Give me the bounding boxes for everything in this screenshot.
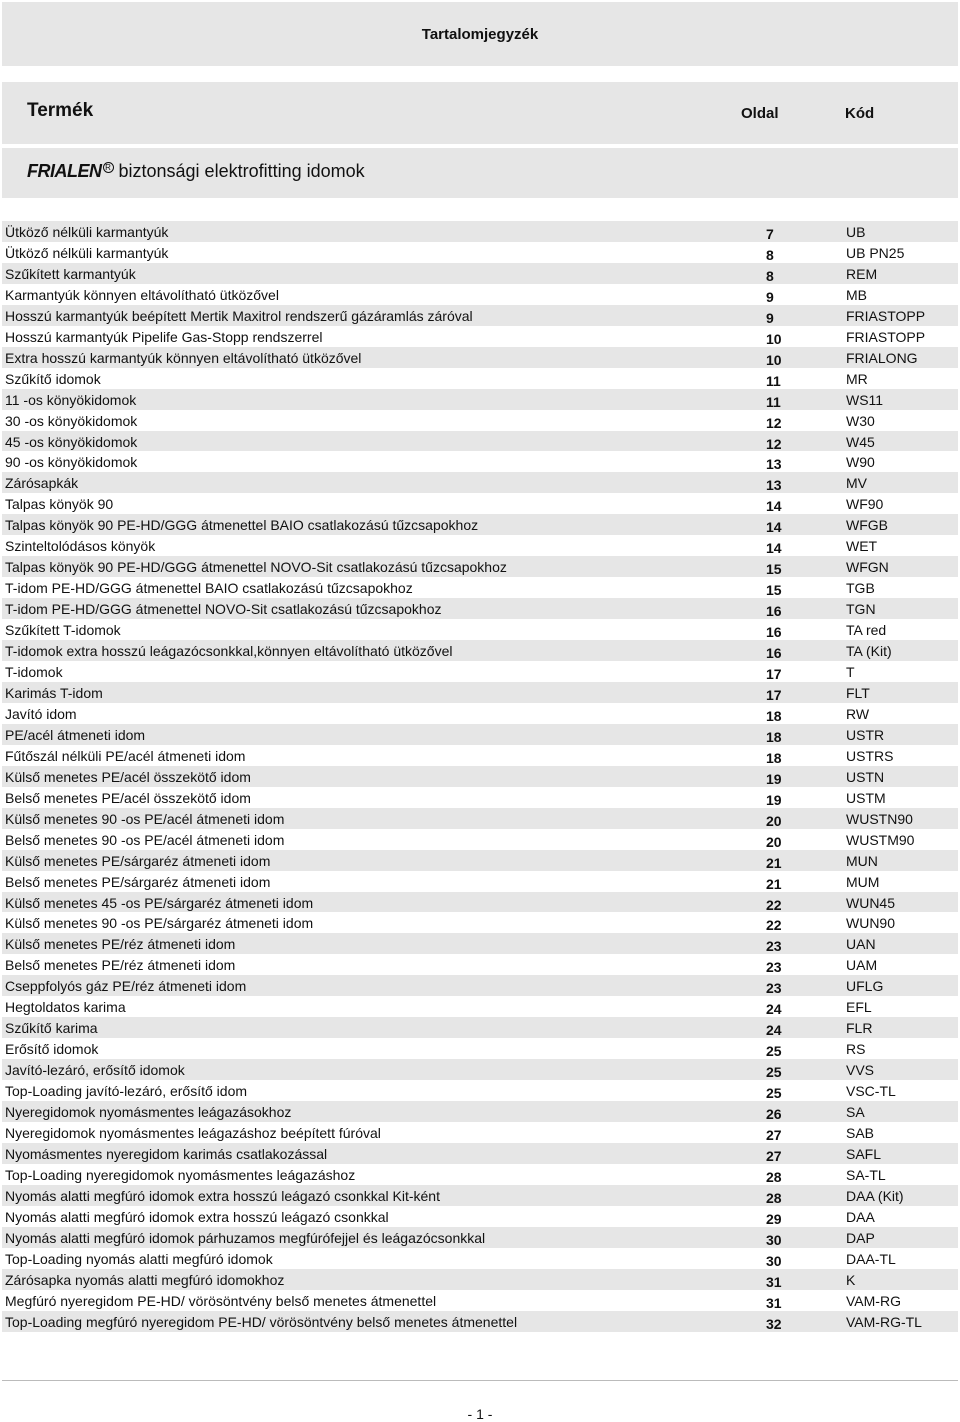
page-number: 8	[766, 246, 774, 263]
page-number: 23	[766, 959, 782, 976]
bottom-rule	[2, 1380, 958, 1381]
table-row	[2, 703, 958, 724]
page-number: 25	[766, 1043, 782, 1060]
product-name: Szinteltolódásos könyök	[5, 538, 156, 555]
product-name: Külső menetes 90 -os PE/acél átmeneti idom	[5, 810, 285, 827]
table-row	[2, 975, 958, 996]
page-number: 9	[766, 309, 774, 326]
product-name: Nyomás alatti megfúró idomok extra hosszú leágazó csonkkal	[5, 1208, 389, 1225]
table-row	[2, 368, 958, 389]
product-code: VVS	[846, 1062, 875, 1079]
product-name: Nyomás alatti megfúró idomok extra hosszú leágazó csonkkal Kit-ként	[5, 1187, 440, 1204]
column-header-product: Termék	[27, 100, 94, 121]
registered-mark: R	[103, 162, 114, 173]
table-row	[2, 242, 958, 263]
product-name: Belső menetes 90 -os PE/acél átmeneti idom	[5, 831, 285, 848]
page-number: 8	[766, 267, 774, 284]
table-row	[2, 598, 958, 619]
page-number: 30	[766, 1252, 782, 1269]
page-number: 31	[766, 1294, 782, 1311]
table-row	[2, 724, 958, 745]
table-row	[2, 305, 958, 326]
section-header	[2, 148, 958, 198]
product-name: 45 -os könyökidomok	[5, 433, 138, 450]
table-row	[2, 556, 958, 577]
product-name: Karimás T-idom	[5, 684, 103, 701]
product-name: Erősítő idomok	[5, 1041, 99, 1058]
product-code: WUSTN90	[846, 810, 913, 827]
page-number: 22	[766, 917, 782, 934]
product-code: SAB	[846, 1124, 875, 1141]
table-row	[2, 1206, 958, 1227]
product-code: VSC-TL	[846, 1083, 896, 1100]
product-name: Külső menetes 90 -os PE/sárgaréz átmeneti idom	[5, 915, 314, 932]
table-row	[2, 221, 958, 242]
product-code: RS	[846, 1041, 866, 1058]
page-number: 19	[766, 770, 782, 787]
table-row	[2, 619, 958, 640]
table-row	[2, 912, 958, 933]
table-row	[2, 1185, 958, 1206]
column-header-page: Oldal	[741, 105, 779, 122]
product-code: FLR	[846, 1020, 873, 1037]
product-code: W30	[846, 412, 875, 429]
product-name: T-idomok	[5, 664, 63, 681]
page-number: 7	[766, 226, 774, 242]
page-number: 27	[766, 1126, 782, 1143]
page-number: 17	[766, 686, 782, 703]
product-code: MB	[846, 286, 867, 303]
product-code: REM	[846, 265, 878, 282]
product-name: Cseppfolyós gáz PE/réz átmeneti idom	[5, 978, 247, 995]
page-number: 14	[766, 540, 782, 557]
product-name: Külső menetes PE/acél összekötő idom	[5, 768, 251, 785]
page-number: 20	[766, 833, 782, 850]
product-name: Szűkített karmantyúk	[5, 265, 136, 282]
product-code: MUN	[846, 852, 878, 869]
table-row	[2, 1227, 958, 1248]
product-name: Külső menetes 45 -os PE/sárgaréz átmeneti idom	[5, 894, 314, 911]
table-row	[2, 787, 958, 808]
table-row	[2, 1143, 958, 1164]
page-number: 26	[766, 1106, 782, 1123]
product-name: Szűkítő idomok	[5, 370, 101, 387]
table-row	[2, 933, 958, 954]
page-number: 32	[766, 1315, 782, 1332]
product-name: Belső menetes PE/sárgaréz átmeneti idom	[5, 873, 271, 890]
table-row	[2, 431, 958, 452]
page-number: 25	[766, 1085, 782, 1102]
product-code: WUN90	[846, 915, 896, 932]
page-number: 30	[766, 1231, 782, 1248]
page-number: 15	[766, 561, 782, 578]
product-code: W45	[846, 433, 875, 450]
table-row	[2, 410, 958, 431]
product-name: Javító-lezáró, erősítő idomok	[5, 1062, 185, 1079]
product-name: Ütköző nélküli karmantyúk	[5, 244, 169, 261]
product-name: Extra hosszú karmantyúk könnyen eltávolítható ütközővel	[5, 349, 362, 366]
product-code: SAFL	[846, 1145, 882, 1162]
product-name: 30 -os könyökidomok	[5, 412, 138, 429]
table-row	[2, 1248, 958, 1269]
table-row	[2, 1122, 958, 1143]
table-row	[2, 996, 958, 1017]
product-name: Nyomásmentes nyeregidom karimás csatlakozással	[5, 1145, 328, 1162]
product-list	[2, 221, 958, 1332]
product-code: UFLG	[846, 978, 884, 995]
table-row	[2, 1101, 958, 1122]
product-name: Hosszú karmantyúk Pipelife Gas-Stopp rendszerrel	[5, 328, 323, 345]
page-number: 13	[766, 477, 782, 494]
table-row	[2, 661, 958, 682]
product-name: 11 -os könyökidomok	[5, 391, 137, 408]
product-name: Külső menetes PE/réz átmeneti idom	[5, 936, 236, 953]
product-name: Javító idom	[5, 705, 77, 722]
product-code: WFGB	[846, 517, 888, 534]
product-code: USTRS	[846, 747, 894, 764]
page-number: 10	[766, 330, 782, 347]
product-code: WUN45	[846, 894, 896, 911]
page-number: 16	[766, 603, 782, 620]
section-title-text: biztonsági elektrofitting idomok	[118, 161, 365, 181]
page-number: 11	[766, 372, 781, 389]
footer-page-number: - 1 -	[467, 1406, 493, 1422]
brand-name: FRIALEN	[27, 161, 102, 181]
product-name: Nyomás alatti megfúró idomok párhuzamos megfúrófejjel és leágazócsonkkal	[5, 1229, 486, 1246]
product-name: Belső menetes PE/réz átmeneti idom	[5, 957, 236, 974]
page-number: 12	[766, 435, 782, 452]
product-name: Top-Loading nyomás alatti megfúró idomok	[5, 1250, 273, 1267]
product-code: SA	[846, 1104, 865, 1121]
product-name: Talpas könyök 90	[5, 496, 114, 513]
page-number: 29	[766, 1210, 782, 1227]
product-name: Külső menetes PE/sárgaréz átmeneti idom	[5, 852, 271, 869]
page-number: 14	[766, 519, 782, 536]
table-row	[2, 389, 958, 410]
product-name: 90 -os könyökidomok	[5, 454, 138, 471]
product-name: T-idom PE-HD/GGG átmenettel NOVO-Sit csatlakozású tűzcsapokhoz	[5, 601, 442, 618]
page-title: Tartalomjegyzék	[421, 25, 539, 43]
table-row	[2, 1080, 958, 1101]
product-name: Fűtőszál nélküli PE/acél átmeneti idom	[5, 747, 246, 764]
product-code: WUSTM90	[846, 831, 915, 848]
product-code: T	[846, 664, 855, 681]
product-code: TA red	[846, 622, 887, 639]
page-number: 14	[766, 498, 782, 515]
page-number: 18	[766, 728, 782, 745]
table-row	[2, 284, 958, 305]
page-number: 31	[766, 1273, 782, 1290]
product-name: Talpas könyök 90 PE-HD/GGG átmenettel NOVO-Sit csatlakozású tűzcsapokhoz	[5, 559, 507, 576]
product-code: WF90	[846, 496, 884, 513]
product-code: DAA	[846, 1208, 875, 1225]
product-name: Hosszú karmantyúk beépített Mertik Maxitrol rendszerű gázáramlás záróval	[5, 307, 473, 324]
table-row	[2, 263, 958, 284]
product-name: Top-Loading nyeregidomok nyomásmentes leágazáshoz	[5, 1166, 356, 1183]
page-number: 18	[766, 749, 782, 766]
product-code: FRIASTOPP	[846, 328, 926, 345]
table-row	[2, 766, 958, 787]
product-name: Szűkítő karima	[5, 1020, 98, 1037]
table-row	[2, 326, 958, 347]
product-code: FRIASTOPP	[846, 307, 926, 324]
page-number: 20	[766, 812, 782, 829]
page-number: 12	[766, 414, 782, 431]
page-number: 19	[766, 791, 782, 808]
table-row	[2, 871, 958, 892]
product-name: Szűkített T-idomok	[5, 622, 121, 639]
product-code: USTN	[846, 768, 885, 785]
product-name: Ütköző nélküli karmantyúk	[5, 224, 169, 240]
page-number: 28	[766, 1168, 782, 1185]
product-name: T-idomok extra hosszú leágazócsonkkal,könnyen eltávolítható ütközővel	[5, 643, 453, 660]
product-code: K	[846, 1271, 856, 1288]
page-number: 24	[766, 1022, 782, 1039]
table-row	[2, 1038, 958, 1059]
product-name: Hegtoldatos karima	[5, 999, 126, 1016]
column-header-code: Kód	[845, 105, 875, 122]
table-row	[2, 1164, 958, 1185]
product-name: Megfúró nyeregidom PE-HD/ vörösöntvény belső menetes átmenettel	[5, 1292, 437, 1309]
table-row	[2, 1017, 958, 1038]
table-row	[2, 535, 958, 556]
product-name: Karmantyúk könnyen eltávolítható ütközővel	[5, 286, 279, 303]
page-number: 18	[766, 707, 782, 724]
page-number: 21	[766, 854, 782, 871]
table-row	[2, 745, 958, 766]
product-code: UB	[846, 224, 866, 240]
product-code: MR	[846, 370, 868, 387]
page-number: 15	[766, 582, 782, 599]
product-name: Talpas könyök 90 PE-HD/GGG átmenettel BAIO csatlakozású tűzcsapokhoz	[5, 517, 479, 534]
table-row	[2, 808, 958, 829]
product-code: W90	[846, 454, 875, 471]
product-code: FLT	[846, 684, 870, 701]
page-number: 10	[766, 351, 782, 368]
table-row	[2, 493, 958, 514]
product-code: UAN	[846, 936, 876, 953]
product-code: TGN	[846, 601, 876, 618]
product-code: DAA-TL	[846, 1250, 896, 1267]
table-row	[2, 1311, 958, 1332]
table-row	[2, 577, 958, 598]
section-title	[27, 161, 365, 182]
table-row	[2, 472, 958, 493]
product-name: Top-Loading javító-lezáró, erősítő idom	[5, 1083, 248, 1100]
table-row	[2, 514, 958, 535]
product-code: TGB	[846, 580, 875, 597]
table-row	[2, 829, 958, 850]
page-number: 25	[766, 1064, 782, 1081]
table-row	[2, 347, 958, 368]
page-number: 11	[766, 393, 781, 410]
page-number: 16	[766, 645, 782, 662]
product-code: VAM-RG	[846, 1292, 901, 1309]
product-code: RW	[846, 705, 870, 722]
table-row	[2, 1290, 958, 1311]
product-code: EFL	[846, 999, 872, 1016]
page-number: 28	[766, 1189, 782, 1206]
table-header	[2, 82, 958, 144]
page-number: 17	[766, 666, 782, 683]
page-number: 9	[766, 288, 774, 305]
product-name: T-idom PE-HD/GGG átmenettel BAIO csatlakozású tűzcsapokhoz	[5, 580, 413, 597]
table-row	[2, 850, 958, 871]
product-code: MV	[846, 475, 867, 492]
page-number: 22	[766, 896, 782, 913]
product-code: UB PN25	[846, 244, 905, 261]
product-code: VAM-RG-TL	[846, 1313, 922, 1330]
table-row	[2, 892, 958, 913]
product-name: Zárósapkák	[5, 475, 79, 492]
table-row	[2, 682, 958, 703]
page-number: 23	[766, 938, 782, 955]
product-code: WS11	[846, 391, 884, 408]
page-number: 21	[766, 875, 782, 892]
product-name: Belső menetes PE/acél összekötő idom	[5, 789, 251, 806]
product-name: Nyeregidomok nyomásmentes leágazásokhoz	[5, 1104, 292, 1121]
product-name: Zárósapka nyomás alatti megfúró idomokhoz	[5, 1271, 285, 1288]
product-code: WFGN	[846, 559, 889, 576]
product-name: Top-Loading megfúró nyeregidom PE-HD/ vörösöntvény belső menetes átmenettel	[5, 1313, 518, 1330]
product-code: DAP	[846, 1229, 875, 1246]
product-code: DAA (Kit)	[846, 1187, 904, 1204]
product-code: TA (Kit)	[846, 643, 892, 660]
page-number: 24	[766, 1001, 782, 1018]
product-code: MUM	[846, 873, 880, 890]
product-code: UAM	[846, 957, 878, 974]
product-code: SA-TL	[846, 1166, 886, 1183]
table-row	[2, 1269, 958, 1290]
product-name: Nyeregidomok nyomásmentes leágazáshoz beépített fúróval	[5, 1124, 381, 1141]
table-row	[2, 1059, 958, 1080]
page-number: 16	[766, 624, 782, 641]
product-name: PE/acél átmeneti idom	[5, 726, 146, 743]
product-code: FRIALONG	[846, 349, 918, 366]
product-code: USTM	[846, 789, 886, 806]
page-number: 23	[766, 980, 782, 997]
page-number: 13	[766, 456, 782, 473]
page-number: 27	[766, 1147, 782, 1164]
table-row	[2, 640, 958, 661]
table-row	[2, 451, 958, 472]
table-row	[2, 954, 958, 975]
page-title-bar	[2, 2, 958, 66]
product-code: USTR	[846, 726, 885, 743]
product-code: WET	[846, 538, 878, 555]
